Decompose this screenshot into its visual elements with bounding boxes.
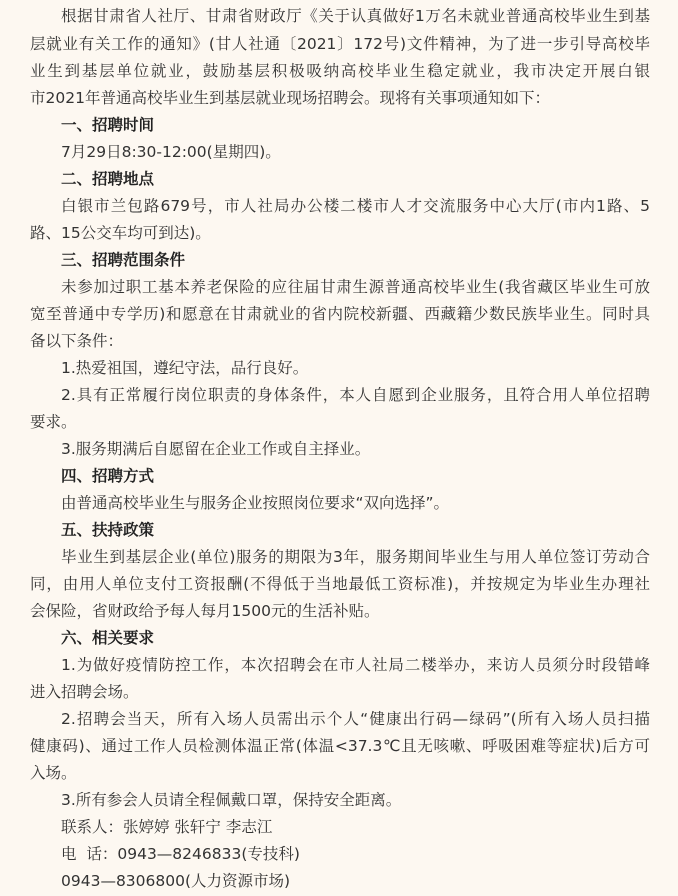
section-5-line-3: 会保险，省财政给予每人每月1500元的生活补贴。 <box>30 602 380 620</box>
section-4-line-1: 由普通高校毕业生与服务企业按照岗位要求“双向选择”。 <box>61 494 450 512</box>
section-3-item-1: 1.热爱祖国，遵纪守法，品行良好。 <box>61 359 309 377</box>
contact-phone-2: 0943—8306800(人力资源市场) <box>61 872 291 890</box>
section-2-line-1: 白银市兰包路679号，市人社局办公楼二楼市人才交流服务中心大厅(市内1路、5 <box>61 197 650 215</box>
intro-line-4: 市2021年普通高校毕业生到基层就业现场招聘会。现将有关事项通知如下： <box>30 89 550 107</box>
intro-line-3: 业生到基层单位就业，鼓励基层积极吸纳高校毕业生稳定就业，我市决定开展白银 <box>30 62 650 80</box>
section-3-item-3: 3.服务期满后自愿留在企业工作或自主择业。 <box>61 440 371 458</box>
section-2-heading: 二、招聘地点 <box>61 170 155 188</box>
section-6-heading: 六、相关要求 <box>61 629 155 647</box>
section-6-item-1-line-2: 进入招聘会场。 <box>30 683 139 701</box>
section-6-item-2-line-1: 2.招聘会当天，所有入场人员需出示个人“健康出行码—绿码”(所有入场人员扫描 <box>61 710 650 728</box>
section-5-line-2: 同，由用人单位支付工资报酬(不得低于当地最低工资标准)，并按规定为毕业生办理社 <box>30 575 650 593</box>
section-3-heading: 三、招聘范围条件 <box>61 251 186 269</box>
section-1-heading: 一、招聘时间 <box>61 116 155 134</box>
section-2-line-2: 路、15公交车均可到达)。 <box>30 224 211 242</box>
intro-line-2: 层就业有关工作的通知》(甘人社通〔2021〕172号)文件精神，为了进一步引导高校毕 <box>30 35 650 53</box>
section-3-item-2-line-1: 2.具有正常履行岗位职责的身体条件，本人自愿到企业服务，且符合用人单位招聘 <box>61 386 650 404</box>
contact-people: 联系人：张婷婷 张轩宁 李志江 <box>61 818 273 836</box>
section-6-item-3: 3.所有参会人员请全程佩戴口罩，保持安全距离。 <box>61 791 402 809</box>
section-4-heading: 四、招聘方式 <box>61 467 155 485</box>
contact-phone-1: 电 话：0943—8246833(专技科) <box>61 845 300 863</box>
intro-line-1: 根据甘肃省人社厅、甘肃省财政厅《关于认真做好1万名未就业普通高校毕业生到基 <box>61 7 650 25</box>
section-6-item-2-line-3: 入场。 <box>30 764 77 782</box>
section-3-line-3: 备以下条件： <box>30 332 124 350</box>
section-3-item-2-line-2: 要求。 <box>30 413 77 431</box>
section-5-line-1: 毕业生到基层企业(单位)服务的期限为3年，服务期间毕业生与用人单位签订劳动合 <box>61 548 650 566</box>
section-6-item-1-line-1: 1.为做好疫情防控工作，本次招聘会在市人社局二楼举办，来访人员须分时段错峰 <box>61 656 650 674</box>
section-3-line-2: 宽至普通中专学历)和愿意在甘肃就业的省内院校新疆、西藏籍少数民族毕业生。同时具 <box>30 305 650 323</box>
section-5-heading: 五、扶持政策 <box>61 521 155 539</box>
section-6-item-2-line-2: 健康码)、通过工作人员检测体温正常(体温<37.3℃且无咳嗽、呼吸困难等症状)后方可 <box>30 737 650 755</box>
section-1-line-1: 7月29日8:30-12:00(星期四)。 <box>61 143 281 161</box>
section-3-line-1: 未参加过职工基本养老保险的应往届甘肃生源普通高校毕业生(我省藏区毕业生可放 <box>61 278 650 296</box>
